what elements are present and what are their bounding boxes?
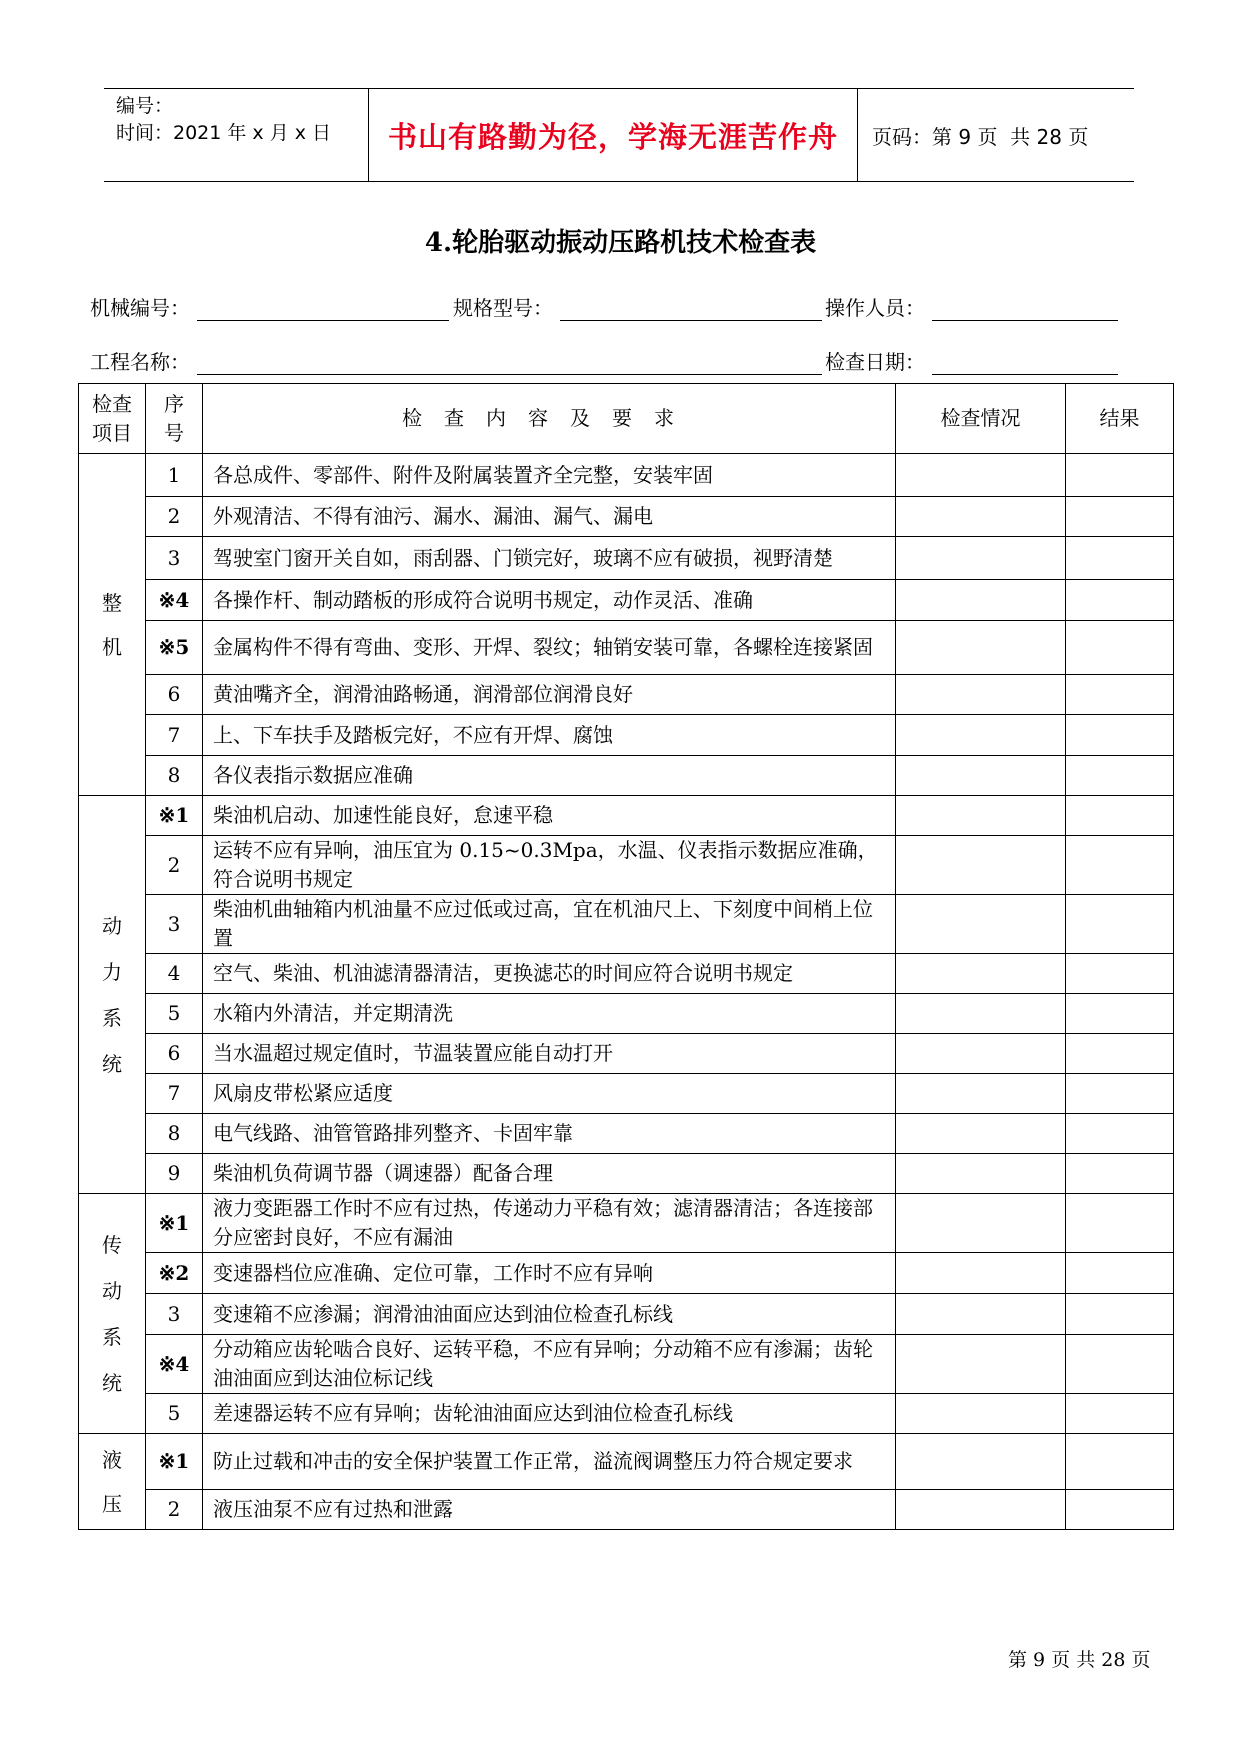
category-char: 系 <box>102 1005 122 1030</box>
status-cell[interactable] <box>896 756 1066 796</box>
category-char: 传 <box>102 1232 122 1257</box>
category-char: 动 <box>102 1278 122 1303</box>
status-cell[interactable] <box>896 580 1066 621</box>
seq-cell: ※1 <box>146 1194 203 1253</box>
table-row <box>79 1253 1174 1294</box>
header-meta <box>116 93 356 147</box>
category-char: 机 <box>102 634 122 659</box>
seq-cell: ※4 <box>146 580 203 621</box>
table-row <box>79 1194 1174 1253</box>
field-check-date-label: 检查日期： <box>825 350 925 374</box>
status-cell[interactable] <box>896 1074 1066 1114</box>
result-cell[interactable] <box>1066 1034 1174 1074</box>
header-result: 结果 <box>1066 384 1174 454</box>
requirement-cell: 上、下车扶手及踏板完好，不应有开焊、腐蚀 <box>203 715 896 756</box>
status-cell[interactable] <box>896 454 1066 497</box>
header-time-label: 时间：2021 年 x 月 x 日 <box>116 122 332 144</box>
result-cell[interactable] <box>1066 1074 1174 1114</box>
requirement-cell: 当水温超过规定值时，节温装置应能自动打开 <box>203 1034 896 1074</box>
table-row <box>79 1490 1174 1530</box>
status-cell[interactable] <box>896 1194 1066 1253</box>
header-seq-line: 号 <box>164 420 184 445</box>
category-char: 系 <box>102 1324 122 1349</box>
table-row <box>79 621 1174 675</box>
field-project-name-label: 工程名称： <box>90 350 190 374</box>
header-seq-line: 序 <box>164 391 184 416</box>
status-cell[interactable] <box>896 715 1066 756</box>
status-cell[interactable] <box>896 1253 1066 1294</box>
requirement-cell: 液压油泵不应有过热和泄露 <box>203 1490 896 1530</box>
seq-cell: 8 <box>146 756 203 796</box>
table-body <box>79 454 1174 1530</box>
table-row <box>79 715 1174 756</box>
page-header <box>104 88 1134 182</box>
header-motto: 书山有路勤为径，学海无涯苦作舟 <box>387 119 838 154</box>
requirement-cell: 液力变距器工作时不应有过热，传递动力平稳有效；滤清器清洁；各连接部分应密封良好，不应有漏油 <box>203 1194 896 1253</box>
requirement-cell: 分动箱应齿轮啮合良好、运转平稳，不应有异响；分动箱不应有渗漏；齿轮油油面应到达油位标记线 <box>203 1335 896 1394</box>
requirement-cell: 运转不应有异响，油压宜为 0.15~0.3Mpa，水温、仪表指示数据应准确，符合说明书规定 <box>203 836 896 895</box>
table-row <box>79 454 1174 497</box>
requirement-cell: 外观清洁、不得有油污、漏水、漏油、漏气、漏电 <box>203 497 896 537</box>
result-cell[interactable] <box>1066 715 1174 756</box>
status-cell[interactable] <box>896 1490 1066 1530</box>
seq-cell: 8 <box>146 1114 203 1154</box>
table-row <box>79 954 1174 994</box>
result-cell[interactable] <box>1066 675 1174 715</box>
status-cell[interactable] <box>896 1154 1066 1194</box>
seq-cell: 2 <box>146 836 203 895</box>
table-row <box>79 994 1174 1034</box>
status-cell[interactable] <box>896 954 1066 994</box>
result-cell[interactable] <box>1066 1114 1174 1154</box>
seq-cell: ※5 <box>146 621 203 675</box>
status-cell[interactable] <box>896 1034 1066 1074</box>
requirement-cell: 水箱内外清洁，并定期清洗 <box>203 994 896 1034</box>
header-category-line: 检查 <box>92 391 132 416</box>
seq-cell: 9 <box>146 1154 203 1194</box>
status-cell[interactable] <box>896 994 1066 1034</box>
header-number-label: 编号： <box>116 95 174 117</box>
status-cell[interactable] <box>896 537 1066 580</box>
seq-cell: 2 <box>146 1490 203 1530</box>
result-cell[interactable] <box>1066 1335 1174 1394</box>
status-cell[interactable] <box>896 675 1066 715</box>
table-row <box>79 1074 1174 1114</box>
requirement-cell: 各总成件、零部件、附件及附属装置齐全完整，安装牢固 <box>203 454 896 497</box>
category-char: 统 <box>102 1051 122 1076</box>
requirement-cell: 防止过载和冲击的安全保护装置工作正常，溢流阀调整压力符合规定要求 <box>203 1434 896 1490</box>
seq-cell: 7 <box>146 715 203 756</box>
seq-cell: 5 <box>146 994 203 1034</box>
field-project-name-line[interactable] <box>197 374 822 375</box>
requirement-cell: 柴油机启动、加速性能良好，怠速平稳 <box>203 796 896 836</box>
category-char: 压 <box>102 1491 122 1516</box>
requirement-cell: 黄油嘴齐全，润滑油路畅通，润滑部位润滑良好 <box>203 675 896 715</box>
header-seq <box>146 384 203 454</box>
result-cell[interactable] <box>1066 1154 1174 1194</box>
seq-cell: 3 <box>146 537 203 580</box>
table-row <box>79 895 1174 954</box>
category-char: 动 <box>102 913 122 938</box>
category-cell <box>79 454 146 796</box>
seq-cell: 3 <box>146 895 203 954</box>
result-cell[interactable] <box>1066 796 1174 836</box>
result-cell[interactable] <box>1066 1194 1174 1253</box>
status-cell[interactable] <box>896 1335 1066 1394</box>
result-cell[interactable] <box>1066 954 1174 994</box>
header-page-info <box>872 89 1088 181</box>
result-cell[interactable] <box>1066 1394 1174 1434</box>
requirement-cell: 各仪表指示数据应准确 <box>203 756 896 796</box>
field-spec-model-line[interactable] <box>560 320 822 321</box>
requirement-cell: 风扇皮带松紧应适度 <box>203 1074 896 1114</box>
seq-cell: 3 <box>146 1294 203 1335</box>
header-status: 检查情况 <box>896 384 1066 454</box>
result-cell[interactable] <box>1066 1434 1174 1490</box>
table-row <box>79 537 1174 580</box>
document-title: 4.轮胎驱动振动压路机技术检查表 <box>424 228 817 258</box>
requirement-cell: 各操作杆、制动踏板的形成符合说明书规定，动作灵活、准确 <box>203 580 896 621</box>
table-row <box>79 1114 1174 1154</box>
result-cell[interactable] <box>1066 497 1174 537</box>
result-cell[interactable] <box>1066 756 1174 796</box>
category-cell <box>79 796 146 1194</box>
header-category <box>79 384 146 454</box>
status-cell[interactable] <box>896 497 1066 537</box>
seq-cell: 6 <box>146 1034 203 1074</box>
status-cell[interactable] <box>896 1394 1066 1434</box>
table-row <box>79 796 1174 836</box>
status-cell[interactable] <box>896 895 1066 954</box>
result-cell[interactable] <box>1066 1490 1174 1530</box>
field-operator-line[interactable] <box>932 320 1118 321</box>
result-cell[interactable] <box>1066 994 1174 1034</box>
table-row <box>79 1034 1174 1074</box>
field-check-date-line[interactable] <box>932 374 1118 375</box>
requirement-cell: 柴油机曲轴箱内机油量不应过低或过高，宜在机油尺上、下刻度中间梢上位置 <box>203 895 896 954</box>
requirement-cell: 电气线路、油管管路排列整齐、卡固牢靠 <box>203 1114 896 1154</box>
status-cell[interactable] <box>896 1114 1066 1154</box>
table-row <box>79 756 1174 796</box>
field-spec-model-label: 规格型号： <box>453 296 553 320</box>
seq-cell: 7 <box>146 1074 203 1114</box>
header-content: 检查内容及要求 <box>203 384 896 454</box>
requirement-cell: 变速器档位应准确、定位可靠，工作时不应有异响 <box>203 1253 896 1294</box>
table-row <box>79 497 1174 537</box>
requirement-cell: 变速箱不应渗漏；润滑油油面应达到油位检查孔标线 <box>203 1294 896 1335</box>
seq-cell: 1 <box>146 454 203 497</box>
category-char: 力 <box>102 959 122 984</box>
seq-cell: 2 <box>146 497 203 537</box>
field-machine-no-line[interactable] <box>197 320 449 321</box>
status-cell[interactable] <box>896 1434 1066 1490</box>
table-row <box>79 1394 1174 1434</box>
result-cell[interactable] <box>1066 580 1174 621</box>
table-row <box>79 1434 1174 1490</box>
seq-cell: 4 <box>146 954 203 994</box>
header-divider <box>857 89 858 181</box>
requirement-cell: 空气、柴油、机油滤清器清洁，更换滤芯的时间应符合说明书规定 <box>203 954 896 994</box>
result-cell[interactable] <box>1066 895 1174 954</box>
table-row <box>79 1335 1174 1394</box>
table-row <box>79 675 1174 715</box>
result-cell[interactable] <box>1066 836 1174 895</box>
result-cell[interactable] <box>1066 1294 1174 1335</box>
seq-cell: ※1 <box>146 1434 203 1490</box>
requirement-cell: 驾驶室门窗开关自如，雨刮器、门锁完好，玻璃不应有破损，视野清楚 <box>203 537 896 580</box>
table-row <box>79 836 1174 895</box>
status-cell[interactable] <box>896 621 1066 675</box>
result-cell[interactable] <box>1066 1253 1174 1294</box>
requirement-cell: 金属构件不得有弯曲、变形、开焊、裂纹；轴销安装可靠，各螺栓连接紧固 <box>203 621 896 675</box>
table-row <box>79 1154 1174 1194</box>
result-cell[interactable] <box>1066 621 1174 675</box>
header-category-line: 项目 <box>92 420 132 445</box>
category-cell <box>79 1434 146 1530</box>
inspection-table <box>78 383 1174 1530</box>
seq-cell: ※2 <box>146 1253 203 1294</box>
category-char: 液 <box>102 1447 122 1472</box>
table-row <box>79 580 1174 621</box>
footer-page-number: 第 9 页 共 28 页 <box>1008 1649 1151 1671</box>
category-cell <box>79 1194 146 1434</box>
result-cell[interactable] <box>1066 454 1174 497</box>
status-cell[interactable] <box>896 1294 1066 1335</box>
status-cell[interactable] <box>896 796 1066 836</box>
requirement-cell: 差速器运转不应有异响；齿轮油油面应达到油位检查孔标线 <box>203 1394 896 1434</box>
field-machine-no-label: 机械编号： <box>90 296 190 320</box>
requirement-cell: 柴油机负荷调节器（调速器）配备合理 <box>203 1154 896 1194</box>
seq-cell: ※4 <box>146 1335 203 1394</box>
status-cell[interactable] <box>896 836 1066 895</box>
category-char: 统 <box>102 1370 122 1395</box>
field-operator-label: 操作人员： <box>825 296 925 320</box>
seq-cell: 5 <box>146 1394 203 1434</box>
seq-cell: 6 <box>146 675 203 715</box>
table-header-row <box>79 384 1174 454</box>
seq-cell: ※1 <box>146 796 203 836</box>
header-page-label: 页码：第 9 页 共 28 页 <box>872 124 1089 149</box>
result-cell[interactable] <box>1066 537 1174 580</box>
category-char: 整 <box>102 590 122 615</box>
table-row <box>79 1294 1174 1335</box>
